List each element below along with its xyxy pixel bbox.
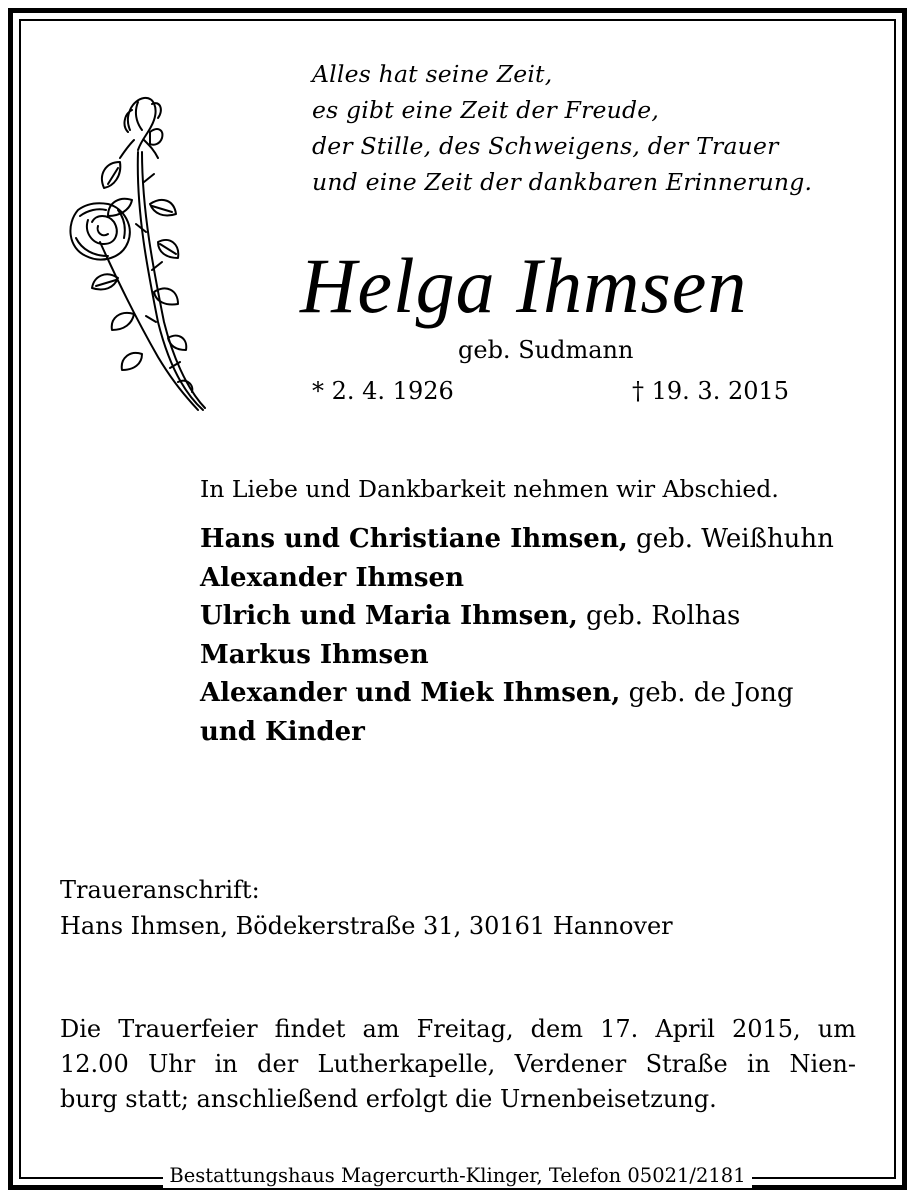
quote-line: und eine Zeit der dankbaren Erinnerung.: [312, 168, 813, 196]
mourner-note: geb. Weißhuhn: [627, 524, 834, 554]
address-label: Traueranschrift:: [60, 876, 260, 904]
quote-line: es gibt eine Zeit der Freude,: [312, 96, 660, 124]
death-date: † 19. 3. 2015: [632, 377, 790, 405]
quote: [312, 56, 812, 200]
mourner-name: Hans und Christiane Ihmsen,: [200, 524, 628, 554]
quote-line: Alles hat seine Zeit,: [312, 60, 553, 88]
mourner-name: und Kinder: [200, 716, 365, 747]
funeral-home-info: Bestattungshaus Magercurth-Klinger, Telefon 05021/2181: [163, 1164, 751, 1188]
mourner-entry: [200, 713, 834, 752]
address-line: Hans Ihmsen, Bödekerstraße 31, 30161 Hannover: [60, 912, 673, 940]
mourner-note: geb. Rolhas: [577, 601, 741, 631]
maiden-name: geb. Sudmann: [458, 336, 634, 364]
birth-date: * 2. 4. 1926: [312, 377, 454, 405]
mourner-name: Markus Ihmsen: [200, 639, 429, 670]
mourner-name: Ulrich und Maria Ihmsen,: [200, 601, 578, 631]
rose-icon: [58, 92, 210, 414]
quote-line: der Stille, des Schweigens, der Trauer: [312, 132, 779, 160]
mourner-entry: [200, 636, 834, 675]
ceremony-line: 12.00 Uhr in der Lutherkapelle, Verdener Straße in Nien-: [60, 1050, 856, 1078]
mourner-name: Alexander und Miek Ihmsen,: [200, 678, 621, 708]
mourner-note: geb. de Jong: [620, 678, 794, 708]
mourner-entry: [200, 674, 834, 713]
mourner-entry: [200, 559, 834, 598]
deceased-name: Helga Ihmsen: [300, 242, 748, 329]
mourner-entry: [200, 597, 834, 636]
footer: [0, 1164, 915, 1188]
mourning-address: [60, 872, 673, 944]
ceremony-line: Die Trauerfeier findet am Freitag, dem 17. April 2015, um: [60, 1015, 856, 1043]
mourners-list: [200, 520, 834, 751]
farewell-intro: In Liebe und Dankbarkeit nehmen wir Abschied.: [200, 475, 779, 503]
mourner-name: Alexander Ihmsen: [200, 562, 464, 593]
ceremony-notice: [60, 1012, 856, 1117]
ceremony-line: burg statt; anschließend erfolgt die Urnenbeisetzung.: [60, 1085, 717, 1113]
mourner-entry: [200, 520, 834, 559]
